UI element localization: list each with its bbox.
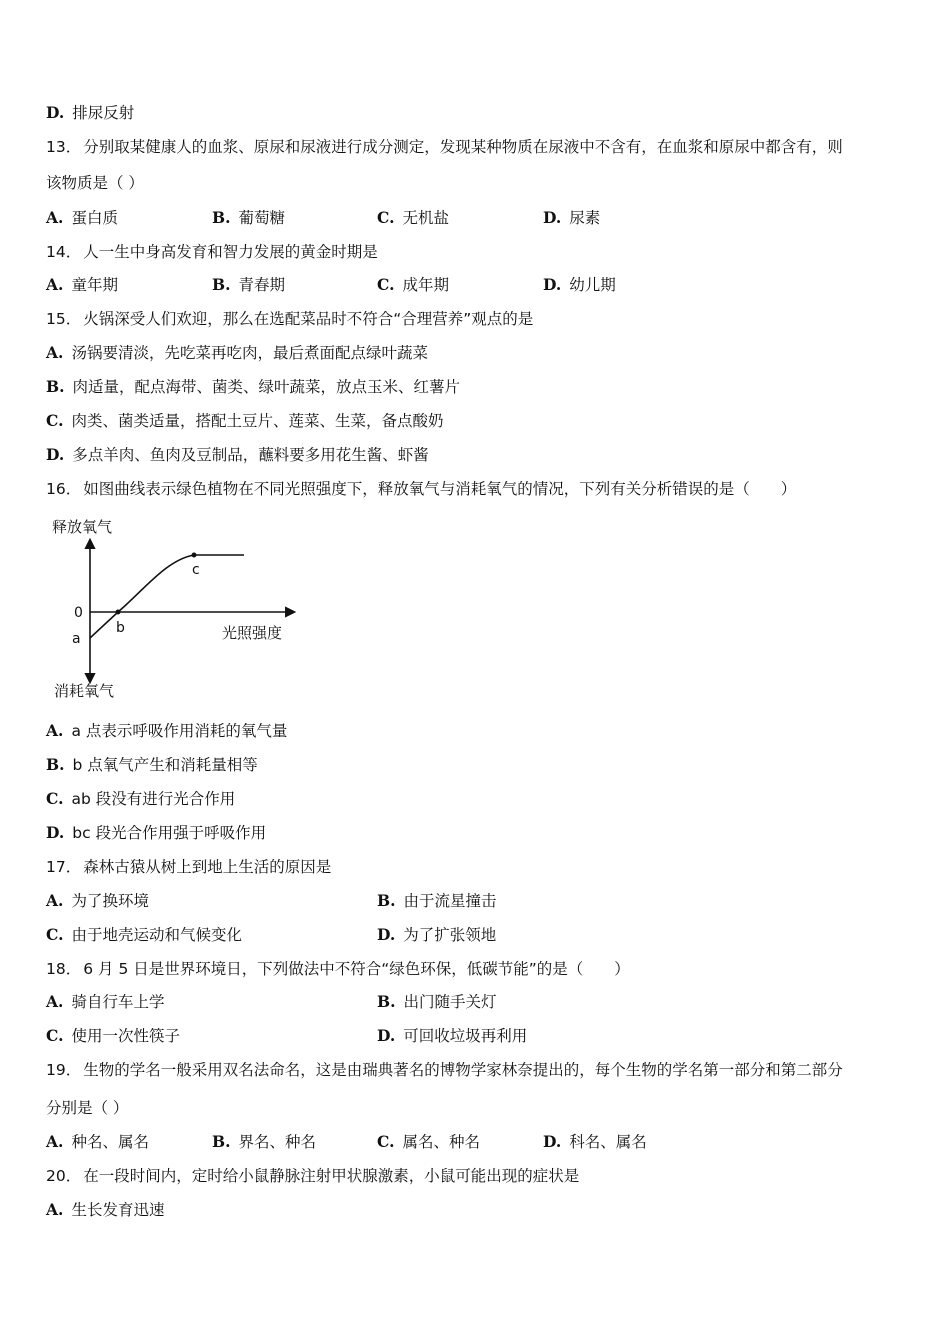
q17-option-b xyxy=(377,890,497,912)
q16-stem xyxy=(46,478,796,500)
q18-option-a xyxy=(46,991,164,1013)
question-stem: 生物的学名一般采用双名法命名，这是由瑞典著名的博物学家林奈提出的，每个生物的学名第一部分和第二部分 xyxy=(83,1061,843,1079)
q13-option-a xyxy=(46,207,118,229)
question-stem: 6 月 5 日是世界环境日，下列做法中不符合“绿色环保，低碳节能”的是（ ） xyxy=(83,960,630,978)
q16-option-b xyxy=(46,754,258,776)
q13-stem xyxy=(46,136,843,158)
option-text: 由于地壳运动和气候变化 xyxy=(71,926,242,944)
option-text: 出门随手关灯 xyxy=(403,993,497,1011)
option-text: 为了扩张领地 xyxy=(403,926,497,944)
question-stem: 在一段时间内，定时给小鼠静脉注射甲状腺激素，小鼠可能出现的症状是 xyxy=(83,1167,580,1185)
question-stem: 人一生中身高发育和智力发展的黄金时期是 xyxy=(83,243,378,261)
option-text: 多点羊肉、鱼肉及豆制品，蘸料要多用花生酱、虾酱 xyxy=(72,446,429,464)
y-axis-bottom-label: 消耗氧气 xyxy=(54,682,115,700)
option-label: B. xyxy=(46,377,65,396)
q12-option-d xyxy=(46,102,134,124)
option-text: 尿素 xyxy=(569,209,601,227)
option-label: B. xyxy=(212,275,231,294)
option-label: B. xyxy=(377,992,396,1011)
q14-option-c xyxy=(377,274,449,296)
option-text: 青春期 xyxy=(238,276,286,294)
option-label: C. xyxy=(377,1132,395,1151)
q13-option-d xyxy=(543,207,600,229)
q13-option-b xyxy=(212,207,285,229)
question-number: 16． xyxy=(46,480,82,498)
point-b-label: b xyxy=(116,620,125,636)
option-label: B. xyxy=(377,891,396,910)
question-stem: 分别取某健康人的血浆、原尿和尿液进行成分测定，发现某种物质在尿液中不含有，在血浆和原尿中都含有，则 xyxy=(83,138,843,156)
option-text: 可回收垃圾再利用 xyxy=(403,1027,528,1045)
q16-option-d xyxy=(46,822,266,844)
question-number: 20． xyxy=(46,1167,82,1185)
q15-option-b xyxy=(46,376,460,398)
option-text: 使用一次性筷子 xyxy=(71,1027,180,1045)
option-label: A. xyxy=(46,275,64,294)
option-label: C. xyxy=(46,1026,64,1045)
option-text: 种名、属名 xyxy=(71,1133,149,1151)
option-label: A. xyxy=(46,721,64,740)
oxygen-curve xyxy=(90,555,244,638)
question-number: 15． xyxy=(46,310,82,328)
q13-stem-continued: 该物质是（ ） xyxy=(46,174,144,192)
question-number: 17． xyxy=(46,858,82,876)
option-text: 为了换环境 xyxy=(71,892,149,910)
q18-stem xyxy=(46,958,630,980)
option-label: C. xyxy=(46,925,64,944)
origin-label: 0 xyxy=(74,605,83,621)
option-label: D. xyxy=(46,823,65,842)
q19-option-c xyxy=(377,1131,480,1153)
option-text: 肉适量，配点海带、菌类、绿叶蔬菜，放点玉米、红薯片 xyxy=(72,378,461,396)
q16-option-a xyxy=(46,720,287,742)
option-label: D. xyxy=(543,208,562,227)
option-label: A. xyxy=(46,208,64,227)
q19-option-b xyxy=(212,1131,316,1153)
oxygen-light-curve-figure xyxy=(44,510,314,710)
option-text: 汤锅要清淡，先吃菜再吃肉，最后煮面配点绿叶蔬菜 xyxy=(71,344,428,362)
q15-option-d xyxy=(46,444,429,466)
option-text: ab 段没有进行光合作用 xyxy=(71,790,236,808)
q19-stem xyxy=(46,1059,843,1081)
q15-option-a xyxy=(46,342,428,364)
option-label: A. xyxy=(46,1132,64,1151)
question-number: 13． xyxy=(46,138,82,156)
q14-stem xyxy=(46,241,378,263)
question-number: 18． xyxy=(46,960,82,978)
point-a-label: a xyxy=(72,631,81,647)
option-text: 葡萄糖 xyxy=(238,209,286,227)
q17-stem xyxy=(46,856,331,878)
q16-option-c xyxy=(46,788,235,810)
question-number: 14． xyxy=(46,243,82,261)
question-number: 19． xyxy=(46,1061,82,1079)
y-axis-top-label: 释放氧气 xyxy=(52,518,113,536)
option-label: C. xyxy=(46,789,64,808)
option-label: A. xyxy=(46,1200,64,1219)
q14-option-d xyxy=(543,274,616,296)
option-text: 骑自行车上学 xyxy=(71,993,165,1011)
option-text: 幼儿期 xyxy=(569,276,616,294)
option-text: 属名、种名 xyxy=(402,1133,480,1151)
option-label: D. xyxy=(46,103,65,122)
q15-option-c xyxy=(46,410,443,432)
option-label: C. xyxy=(377,275,395,294)
option-text: bc 段光合作用强于呼吸作用 xyxy=(72,824,267,842)
option-label: B. xyxy=(46,755,65,774)
q20-option-a xyxy=(46,1199,164,1221)
option-label: B. xyxy=(212,1132,231,1151)
point-b-dot xyxy=(116,610,121,615)
q17-option-a xyxy=(46,890,149,912)
option-text: a 点表示呼吸作用消耗的氧气量 xyxy=(71,722,288,740)
q18-option-b xyxy=(377,991,497,1013)
option-text: 生长发育迅速 xyxy=(71,1201,165,1219)
option-label: C. xyxy=(46,411,64,430)
q19-option-a xyxy=(46,1131,149,1153)
option-text: 科名、属名 xyxy=(569,1133,647,1151)
option-label: A. xyxy=(46,343,64,362)
point-c-dot xyxy=(192,553,197,558)
option-label: A. xyxy=(46,992,64,1011)
q17-option-c xyxy=(46,924,242,946)
option-text: 肉类、菌类适量，搭配土豆片、莲菜、生菜，备点酸奶 xyxy=(71,412,444,430)
option-label: C. xyxy=(377,208,395,227)
option-text: 由于流星撞击 xyxy=(403,892,497,910)
q18-option-c xyxy=(46,1025,180,1047)
question-stem: 如图曲线表示绿色植物在不同光照强度下，释放氧气与消耗氧气的情况，下列有关分析错误的是（ ） xyxy=(83,480,797,498)
option-text: 成年期 xyxy=(402,276,449,294)
option-text: 童年期 xyxy=(71,276,118,294)
option-text: 排尿反射 xyxy=(72,104,135,122)
q18-option-d xyxy=(377,1025,527,1047)
option-label: D. xyxy=(543,1132,562,1151)
question-stem: 森林古猿从树上到地上生活的原因是 xyxy=(83,858,332,876)
q17-option-d xyxy=(377,924,496,946)
question-stem: 火锅深受人们欢迎，那么在选配菜品时不符合“合理营养”观点的是 xyxy=(83,310,534,328)
q15-stem xyxy=(46,308,533,330)
option-label: D. xyxy=(377,1026,396,1045)
q19-option-d xyxy=(543,1131,647,1153)
point-c-label: c xyxy=(192,562,200,578)
q14-option-b xyxy=(212,274,285,296)
option-text: 无机盐 xyxy=(402,209,449,227)
option-label: B. xyxy=(212,208,231,227)
q20-stem xyxy=(46,1165,579,1187)
q19-stem-continued: 分别是（ ） xyxy=(46,1099,129,1117)
option-label: A. xyxy=(46,891,64,910)
x-axis-label: 光照强度 xyxy=(222,624,283,642)
option-label: D. xyxy=(46,445,65,464)
option-text: b 点氧气产生和消耗量相等 xyxy=(72,756,258,774)
option-label: D. xyxy=(543,275,562,294)
option-text: 蛋白质 xyxy=(71,209,118,227)
option-label: D. xyxy=(377,925,396,944)
q14-option-a xyxy=(46,274,118,296)
option-text: 界名、种名 xyxy=(238,1133,317,1151)
q13-option-c xyxy=(377,207,449,229)
